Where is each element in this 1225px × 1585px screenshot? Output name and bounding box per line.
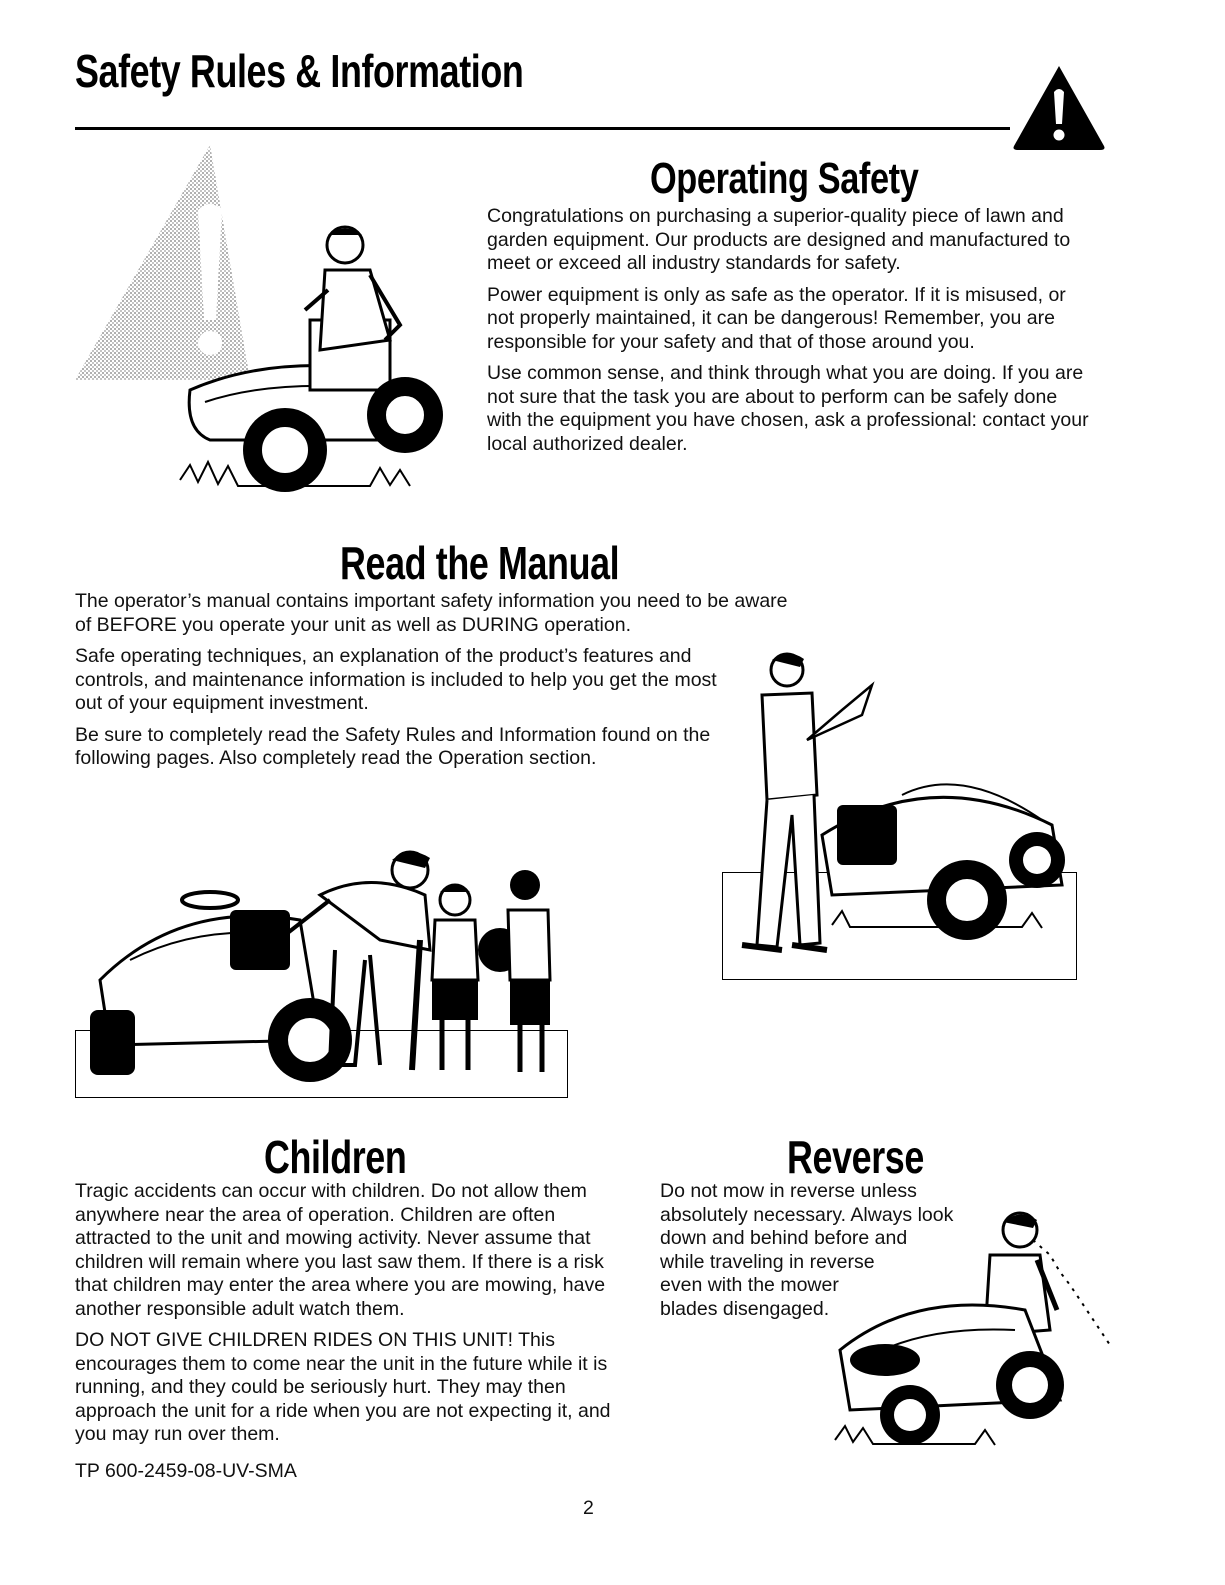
reverse-line-2: absolutely necessary. Always look xyxy=(660,1203,954,1226)
document-code: TP 600-2459-08-UV-SMA xyxy=(75,1460,297,1482)
reverse-line-5: even with the mower xyxy=(660,1274,839,1296)
operating-safety-paragraph-3: Use common sense, and think through what you are doing. If you are not sure that the task you are about to perform can be safely done with the equipment you have chosen, ask a professional: contact your local authorized dealer. xyxy=(487,362,1089,455)
operating-safety-text xyxy=(487,205,1092,456)
children-illustration xyxy=(80,840,570,1090)
reverse-line-6: blades disengaged. xyxy=(660,1297,830,1320)
children-paragraph-1: Tragic accidents can occur with children. Do not allow them anywhere near the area of operation. Children are often attracted to the unit and mowing activity. Never assume that children will remain where you last saw them. If there is a risk that children may enter the area where you are mowing, have another responsible adult watch them. xyxy=(75,1180,606,1320)
title-rule xyxy=(75,127,1010,130)
operating-safety-paragraph-1: Congratulations on purchasing a superior-quality piece of lawn and garden equipment. Our products are designed and manufactured to meet or exceed all industry standards for safety. xyxy=(487,205,1071,274)
reverse-line-3: down and behind before and xyxy=(660,1227,908,1249)
operating-safety-paragraph-2: Power equipment is only as safe as the operator. If it is misused, or not properly maintained, it can be dangerous! Remember, you are responsible for your safety and that of those around you. xyxy=(487,283,1066,353)
reverse-line-1: Do not mow in reverse unless xyxy=(660,1180,917,1202)
operating-safety-illustration xyxy=(70,140,450,500)
children-text xyxy=(75,1180,615,1447)
page-number: 2 xyxy=(583,1497,594,1519)
reverse-heading: Reverse xyxy=(787,1131,924,1183)
operating-safety-heading: Operating Safety xyxy=(650,154,919,203)
children-heading: Children xyxy=(264,1131,407,1183)
reverse-line-4: while traveling in reverse xyxy=(660,1250,875,1273)
read-manual-paragraph-3: Be sure to completely read the Safety Rules and Information found on the following pages. Also completely read the Operation section. xyxy=(75,723,711,769)
children-paragraph-2: DO NOT GIVE CHILDREN RIDES ON THIS UNIT! This encourages them to come near the unit in the future while it is running, and they could be seriously hurt. They may then approach the unit for a ride when you are not expecting it, and you may run over them. xyxy=(75,1329,611,1445)
read-manual-paragraph-2: Safe operating techniques, an explanation of the product’s features and controls, and maintenance information is included to help you get the most out of your equipment investment. xyxy=(75,645,717,714)
page-title: Safety Rules & Information xyxy=(75,45,524,97)
read-manual-paragraph-1: The operator’s manual contains important safety information you need to be aware of BEFORE you operate your unit as well as DURING operation. xyxy=(75,590,788,636)
read-manual-illustration xyxy=(722,645,1077,980)
warning-triangle-icon xyxy=(1010,62,1108,152)
read-manual-heading: Read the Manual xyxy=(340,537,620,589)
read-manual-text-top xyxy=(75,590,795,645)
reverse-illustration xyxy=(825,1200,1120,1450)
read-manual-text xyxy=(75,645,720,771)
